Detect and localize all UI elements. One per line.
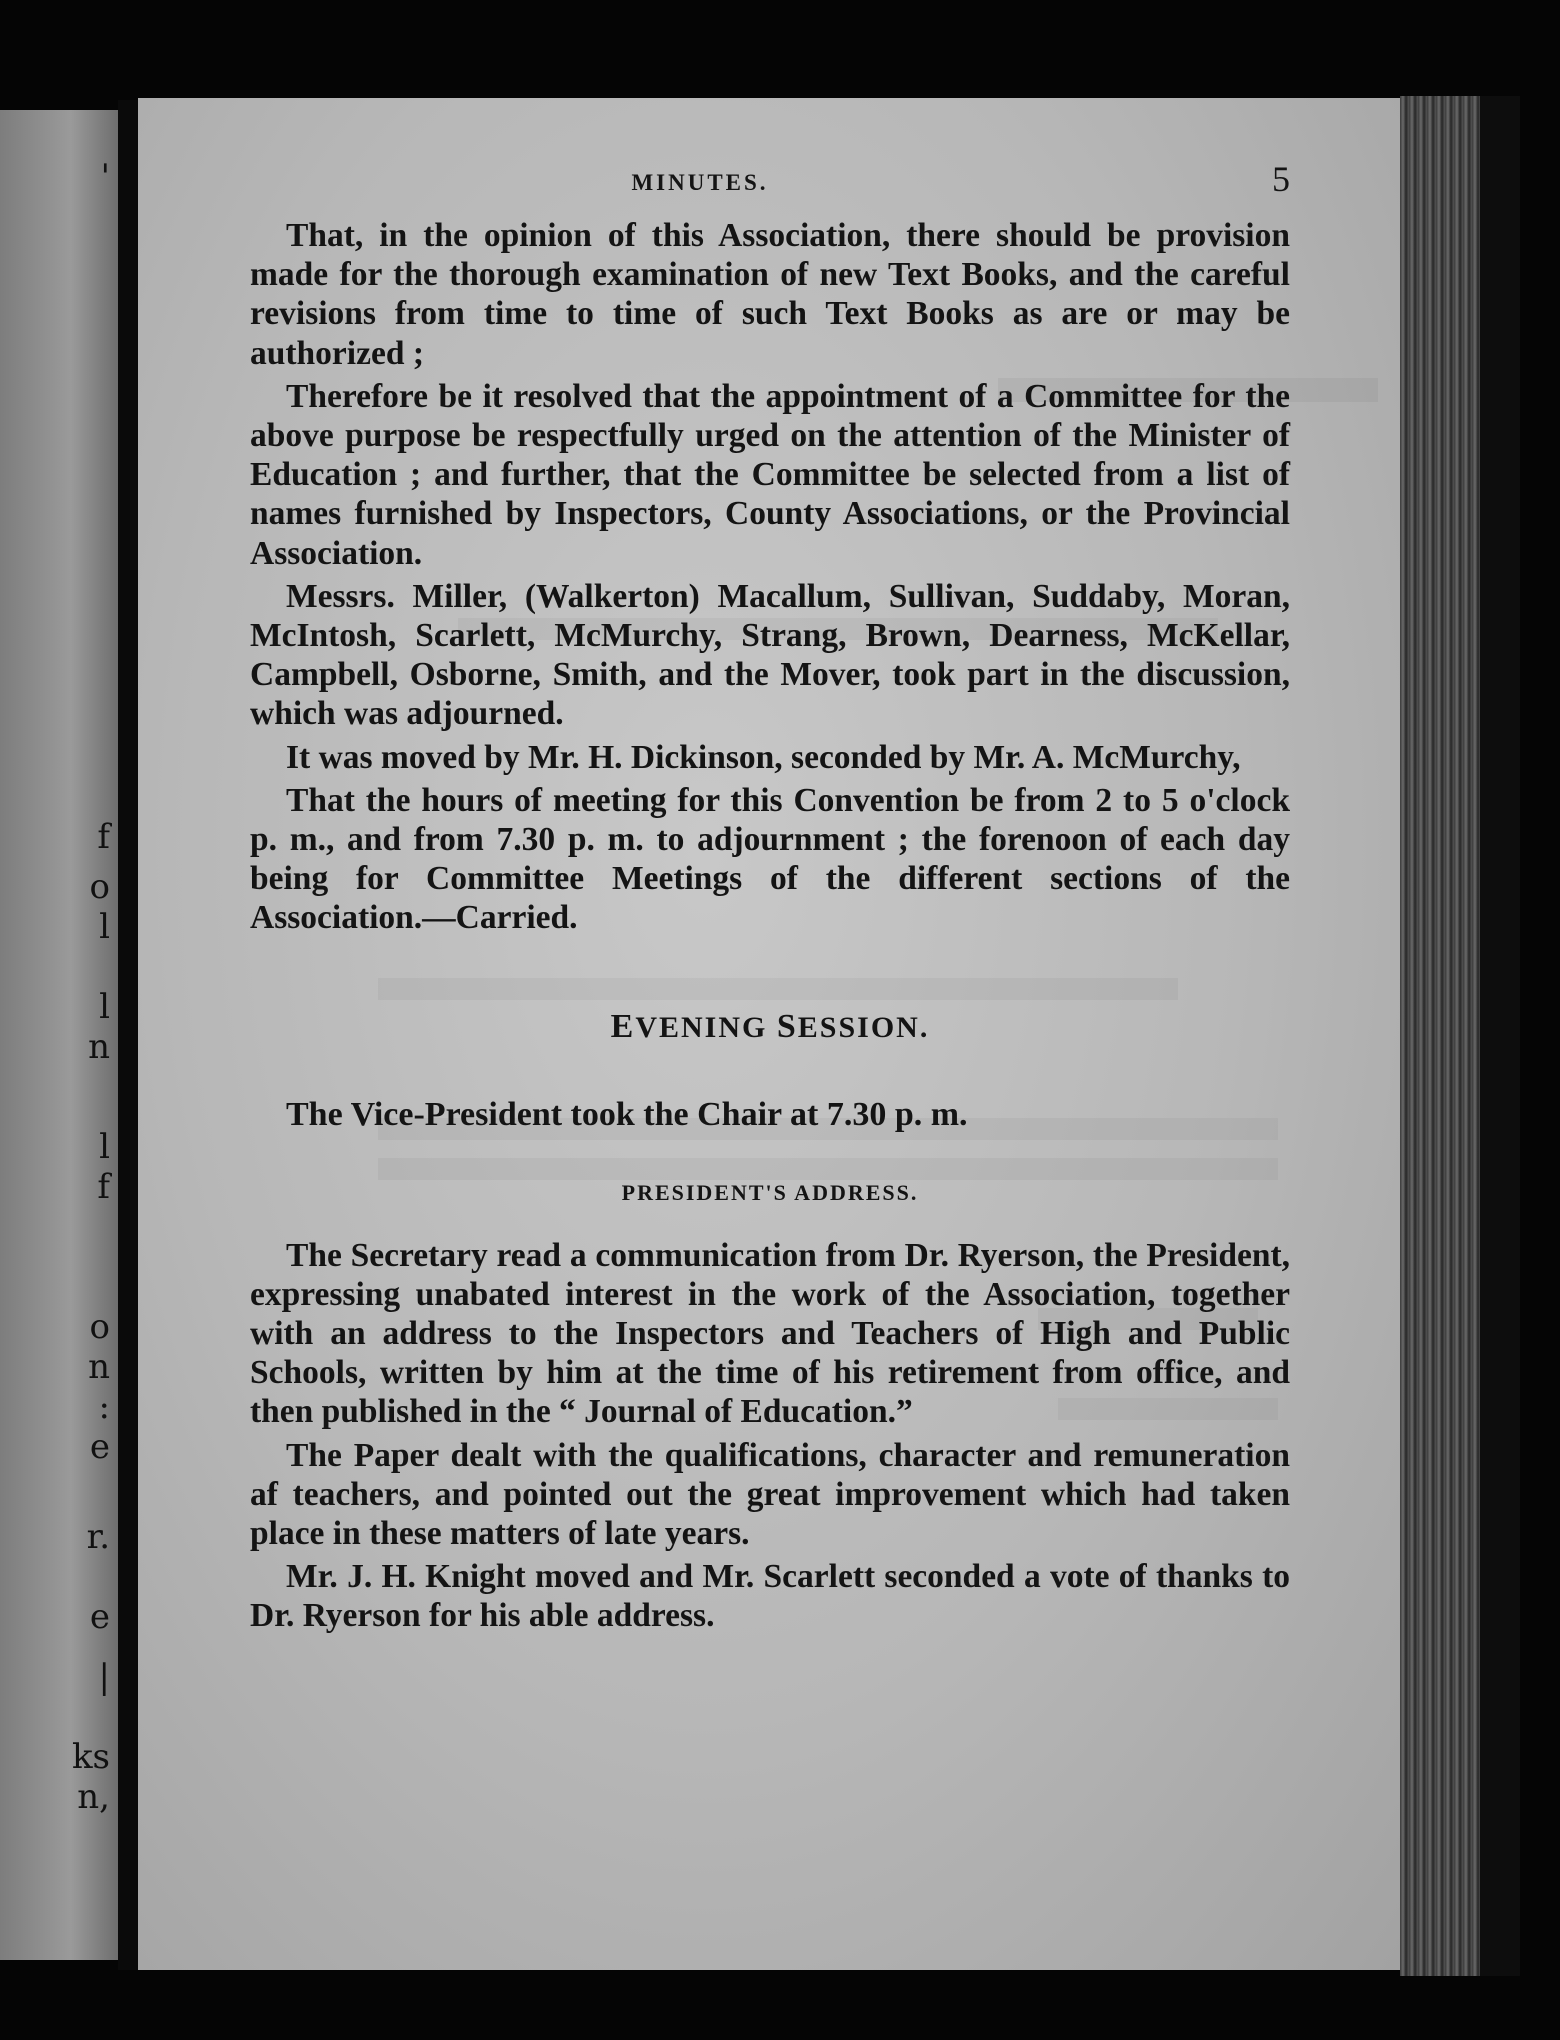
paragraph: The Paper dealt with the qualifications, character and remuneration af teachers, and pointed out the great improvement which had taken place in these matters of late years. (250, 1436, 1290, 1553)
evening-session-heading: EVENING SESSION. (610, 1007, 930, 1045)
book-gutter (118, 100, 138, 1970)
left-fragment: l (99, 1127, 110, 1167)
left-fragment: n (88, 1027, 110, 1067)
adjacent-left-page (0, 110, 118, 1960)
left-fragment: l (99, 907, 110, 947)
chair-line: The Vice-President took the Chair at 7.30 p. m. (286, 1095, 968, 1133)
left-fragment: e (89, 1597, 110, 1637)
presidents-address-heading: PRESIDENT'S ADDRESS. (621, 1179, 919, 1205)
left-fragment: n, (77, 1777, 110, 1817)
left-fragment: f (97, 817, 110, 857)
binding-shadow (1480, 96, 1520, 1976)
paragraph: Mr. J. H. Knight moved and Mr. Scarlett seconded a vote of thanks to Dr. Ryerson for his able address. (250, 1558, 1290, 1635)
page-stack-edge (1400, 96, 1520, 1976)
left-fragment: f (97, 1167, 110, 1207)
left-fragment: ks (71, 1737, 110, 1777)
left-fragment: | (98, 1657, 110, 1697)
paragraph: It was moved by Mr. H. Dickinson, seconded by Mr. A. McMurchy, (286, 738, 1241, 776)
left-fragment: l (99, 987, 110, 1027)
left-fragment: r. (86, 1517, 110, 1557)
running-head: MINUTES. (631, 170, 769, 195)
page-text (250, 158, 1290, 1640)
paragraph: Messrs. Miller, (Walkerton) Macallum, Sullivan, Suddaby, Moran, McIntosh, Scarlett, McMurchy, Strang, Brown, Dearness, McKellar, Campbell, Osborne, Smith, and the Mover, took part in the discussion, which was adjourned. (250, 577, 1290, 733)
paragraph: The Secretary read a communication from Dr. Ryerson, the President, expressing unabated interest in the work of the Association, together with an address to the Inspectors and Teachers of High and Public Schools, written by him at the time of his retirement from office, and then published in the “ Journal of Education.” (250, 1236, 1290, 1431)
paragraph: Therefore be it resolved that the appointment of a Committee for the above purpose be respectfully urged on the attention of the Minister of Education ; and further, that the Committee be selected from a list of names furnished by Inspectors, County Associations, or the Provincial Association. (250, 377, 1290, 572)
left-fragment: n (88, 1347, 110, 1387)
paragraph: That the hours of meeting for this Convention be from 2 to 5 o'clock p. m., and from 7.30 p. m. to adjournment ; the forenoon of each day being for Committee Meetings of the different sections of the Association.—Carried. (250, 781, 1290, 937)
page-number: 5 (1272, 159, 1290, 199)
left-fragment: o (89, 867, 110, 907)
left-fragment: ' (100, 157, 110, 197)
paragraph: That, in the opinion of this Association, there should be provision made for the thorough examination of new Text Books, and the careful revisions from time to time of such Text Books as are or may be authorized ; (250, 217, 1290, 372)
left-fragment: o (89, 1307, 110, 1347)
page-header (250, 158, 1290, 216)
left-fragment: : (98, 1387, 110, 1427)
book-page (138, 98, 1400, 1970)
left-fragment: e (89, 1427, 110, 1467)
